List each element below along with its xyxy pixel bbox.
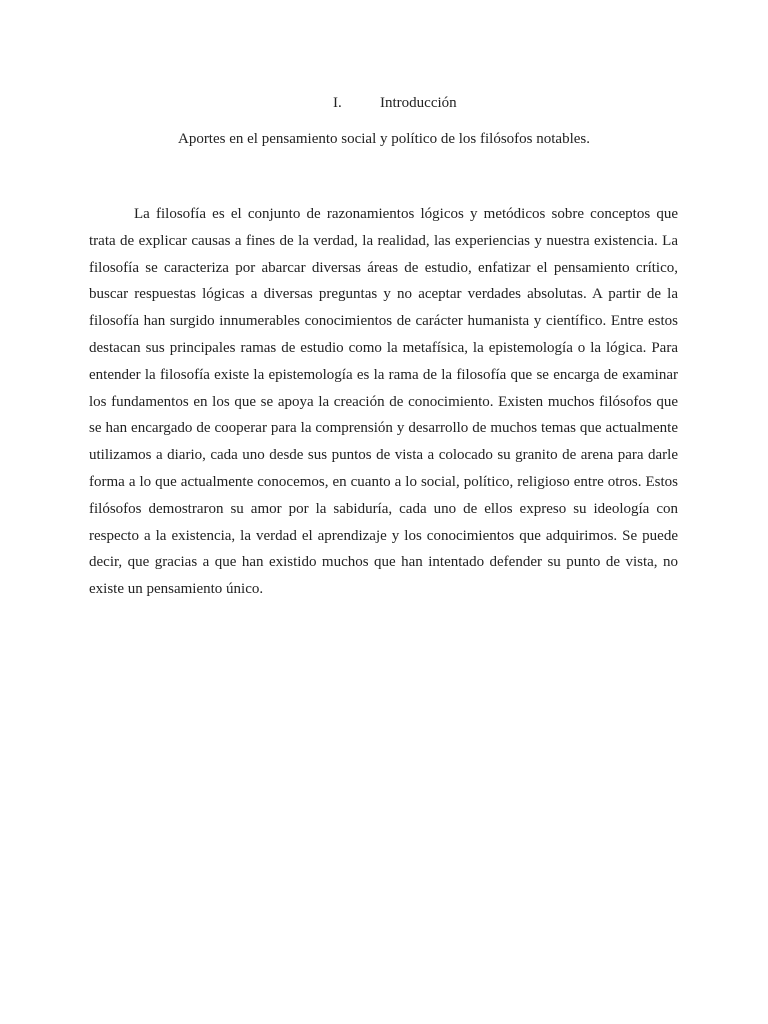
document-subtitle: Aportes en el pensamiento social y político de los filósofos notables. [177, 131, 590, 147]
section-title: Introducción [380, 95, 457, 111]
body-paragraph: La filosofía es el conjunto de razonamientos lógicos y metódicos sobre conceptos que trata de explicar causas a fines de la verdad, la realidad, las experiencias y nuestra existencia. La filosofía se caracteriza por abarcar diversas áreas de estudio, enfatizar el pensamiento crítico, buscar respuestas lógicas a diversas preguntas y no aceptar verdades absolutas. A partir de la filosofía han surgido innumerables conocimientos de carácter humanista y científico. Entre estos destacan sus principales ramas de estudio como la metafísica, la epistemología o la lógica. Para entender la filosofía existe la epistemología es la rama de la filosofía que se encarga de examinar los fundamentos en los que se apoya la creación de conocimiento. Existen muchos filósofos que se han encargado de cooperar para la comprensión y desarrollo de muchos temas que actualmente utilizamos a diario, cada uno desde sus puntos de vista a colocado su granito de arena para darle forma a lo que actualmente conocemos, en cuanto a lo social, político, religioso entre otros. Estos filósofos demostraron su amor por la sabiduría, cada uno de ellos expreso su ideología con respecto a la existencia, la verdad el aprendizaje y los conocimientos que adquirimos. Se puede decir, que gracias a que han existido muchos que han intentado defender su punto de vista, no existe un pensamiento único. [89, 206, 678, 598]
section-heading [0, 93, 768, 113]
section-number: I. [333, 95, 342, 111]
